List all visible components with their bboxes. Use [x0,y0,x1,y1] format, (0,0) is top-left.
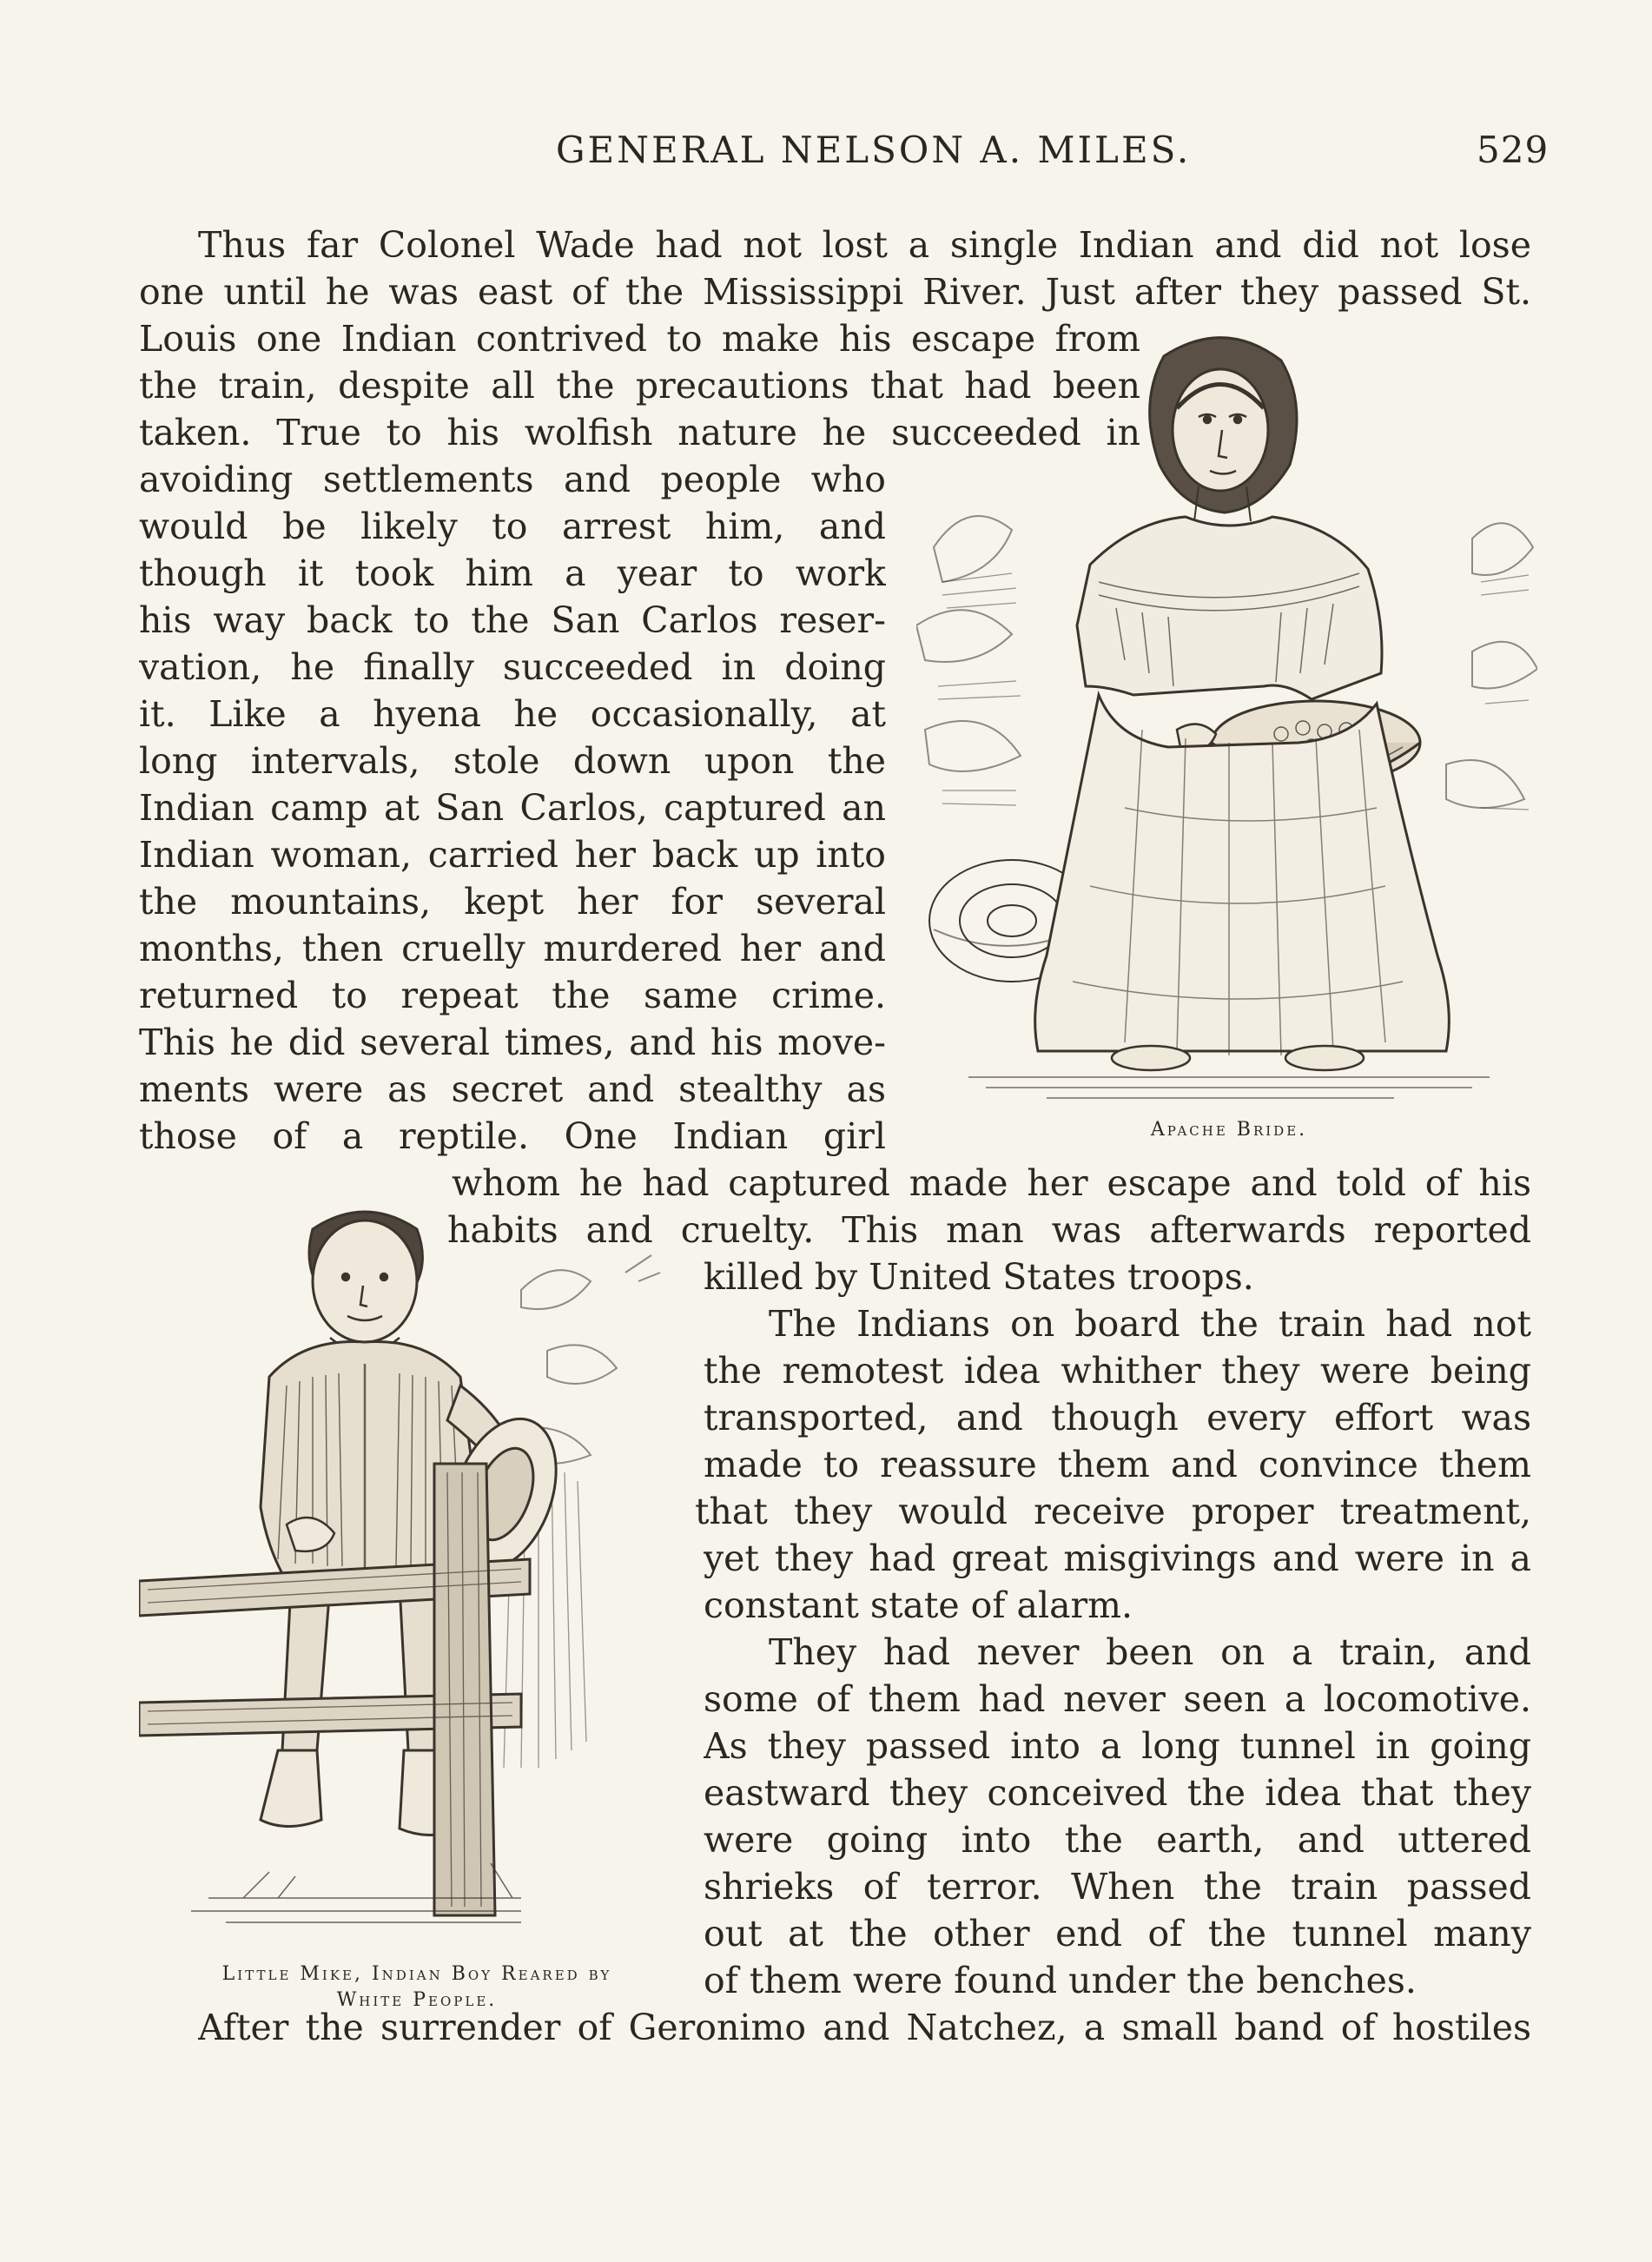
text-line: Indian camp at San Carlos, captured an [139,787,886,829]
text-line: transported, and though every effort was [704,1397,1531,1439]
apache-bride-illustration [916,321,1537,1108]
text-line: yet they had great misgivings and were in a [704,1538,1531,1579]
text-line: the remotest idea whither they were being [704,1350,1531,1392]
text-line: the train, despite all the precautions that had been [139,365,1140,407]
text-line: As they passed into a long tunnel in going [704,1725,1531,1767]
text-line: out at the other end of the tunnel many [704,1913,1531,1954]
text-line: it. Like a hyena he occasionally, at [139,693,886,735]
text-line: taken. True to his wolfish nature he succeeded in [139,412,1140,453]
text-line: of them were found under the benches. [704,1960,1417,2001]
little-mike-caption-line-2: White People. [336,1989,498,2011]
text-line: returned to repeat the same crime. [139,975,886,1016]
text-line: vation, he finally succeeded in doing [139,646,886,688]
apache-bride-caption: Apache Bride. [1150,1119,1308,1141]
text-line: avoiding settlements and people who [139,459,886,500]
text-line: his way back to the San Carlos reser- [139,599,886,641]
little-mike-caption-line-1: Little Mike, Indian Boy Reared by [221,1963,612,1985]
text-line: constant state of alarm. [704,1584,1133,1626]
text-line: that they would receive proper treatment, [695,1491,1531,1532]
text-line: some of them had never seen a locomotive. [704,1678,1531,1720]
little-mike-illustration [139,1177,695,1950]
text-line: They had never been on a train, and [769,1631,1531,1673]
text-line: eastward they conceived the idea that they [704,1772,1531,1814]
text-line: Louis one Indian contrived to make his escape from [139,318,1140,360]
text-line: made to reassure them and convince them [704,1444,1531,1485]
text-line: ments were as secret and stealthy as [139,1068,886,1110]
text-line: the mountains, kept her for several [139,881,886,923]
text-line: were going into the earth, and uttered [704,1819,1531,1861]
text-line: Indian woman, carried her back up into [139,834,886,876]
text-line: one until he was east of the Mississippi River. Just after they passed St. [139,271,1531,313]
running-title: GENERAL NELSON A. MILES. [556,129,1192,171]
text-line: habits and cruelty. This man was afterwards reported [447,1209,1531,1251]
text-line: After the surrender of Geronimo and Natchez, a small band of hostiles [198,2007,1531,2048]
text-line: long intervals, stole down upon the [139,740,886,782]
text-line: though it took him a year to work [139,552,886,594]
text-line: would be likely to arrest him, and [139,506,886,547]
text-line: shrieks of terror. When the train passed [704,1866,1531,1908]
text-line: those of a reptile. One Indian girl [139,1115,886,1157]
page-number: 529 [1477,129,1550,171]
text-line: The Indians on board the train had not [769,1303,1531,1345]
text-line: killed by United States troops. [704,1256,1254,1298]
text-line: This he did several times, and his move- [139,1022,886,1063]
text-line: months, then cruelly murdered her and [139,928,886,969]
text-line: Thus far Colonel Wade had not lost a single Indian and did not lose [198,224,1531,266]
text-line: whom he had captured made her escape and told of his [452,1162,1531,1204]
